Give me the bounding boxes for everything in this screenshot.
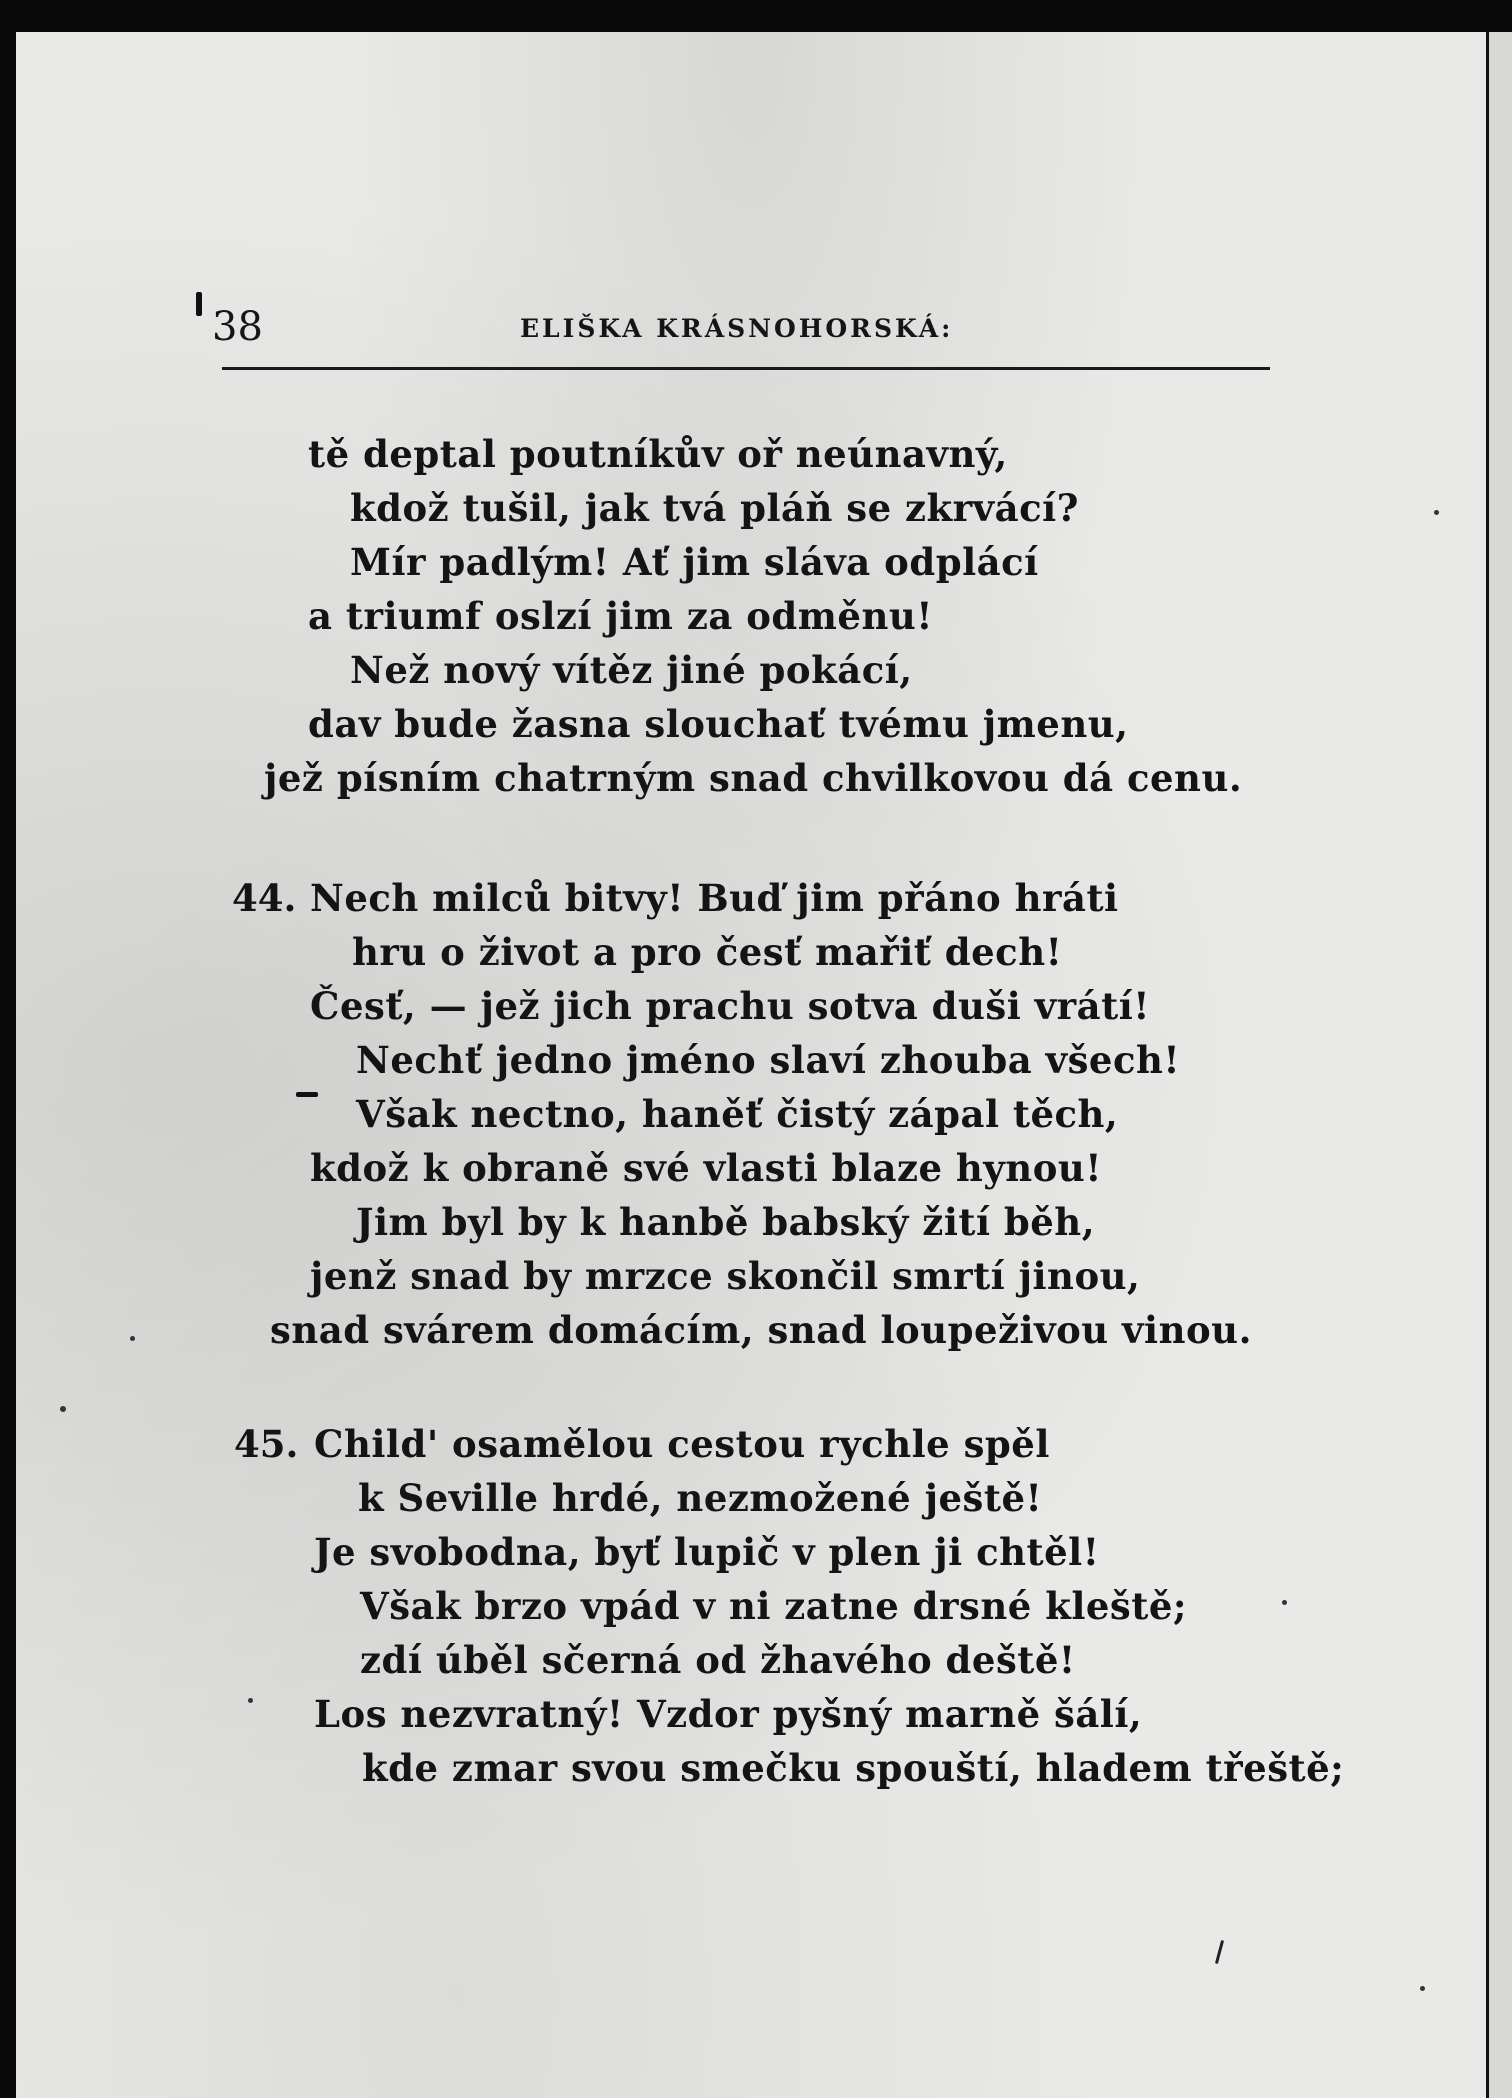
verse-line: Však nectno, haněť čistý zápal těch, [356, 1092, 1119, 1136]
stanza-number: 44. [232, 876, 297, 920]
verse-line: Česť, — jež jich prachu sotva duši vrátí! [310, 984, 1151, 1028]
page-number: 38 [212, 304, 263, 350]
verse-line: Však brzo vpád v ni zatne drsné kleště; [360, 1584, 1188, 1628]
verse-line: kdož tušil, jak tvá pláň se zkrvácí? [350, 486, 1079, 530]
page-header [190, 300, 1270, 360]
verse-line: Než nový vítěz jiné pokácí, [350, 648, 913, 692]
verse-line: jenž snad by mrzce skončil smrtí jinou, [310, 1254, 1141, 1298]
verse-line: Mír padlým! Ať jim sláva odplácí [350, 540, 1039, 584]
speck [1282, 1600, 1287, 1605]
header-rule [222, 367, 1270, 370]
verse-line: k Seville hrdé, nezmožené ještě! [358, 1476, 1043, 1520]
verse-line: Los nezvratný! Vzdor pyšný marně šálí, [314, 1692, 1143, 1736]
verse-line: kde zmar svou smečku spouští, hladem třeště; [362, 1746, 1345, 1790]
verse-line: Nechť jedno jméno slaví zhouba všech! [356, 1038, 1181, 1082]
verse-line: dav bude žasna slouchať tvému jmenu, [308, 702, 1129, 746]
ink-mark [296, 1092, 318, 1097]
verse-line: zdí úběl sčerná od žhavého deště! [360, 1638, 1076, 1682]
speck [1420, 1986, 1425, 1991]
verse-line: kdož k obraně své vlasti blaze hynou! [310, 1146, 1103, 1190]
verse-line: Jim byl by k hanbě babský žití běh, [356, 1200, 1096, 1244]
speck [1434, 510, 1439, 515]
speck [248, 1698, 253, 1703]
verse-line: a triumf oslzí jim za odměnu! [308, 594, 933, 638]
verse-line: Child' osamělou cestou rychle spěl [314, 1422, 1050, 1466]
verse-line: jež písním chatrným snad chvilkovou dá cenu. [264, 756, 1243, 800]
running-head: ELIŠKA KRÁSNOHORSKÁ: [520, 314, 954, 343]
verse-line: tě deptal poutníkův oř neúnavný, [308, 432, 1008, 476]
page-edge-line [1486, 32, 1489, 2098]
speck [130, 1336, 135, 1341]
verse-line: Nech milců bitvy! Buď jim přáno hráti [310, 876, 1119, 920]
ink-mark [196, 292, 202, 316]
verse-line: hru o život a pro česť mařiť dech! [352, 930, 1063, 974]
verse-line: Je svobodna, byť lupič v plen ji chtěl! [314, 1530, 1100, 1574]
speck [60, 1406, 66, 1412]
verse-line: snad svárem domácím, snad loupeživou vinou. [270, 1308, 1252, 1352]
stanza-number: 45. [234, 1422, 299, 1466]
page-edge [1488, 32, 1512, 2098]
